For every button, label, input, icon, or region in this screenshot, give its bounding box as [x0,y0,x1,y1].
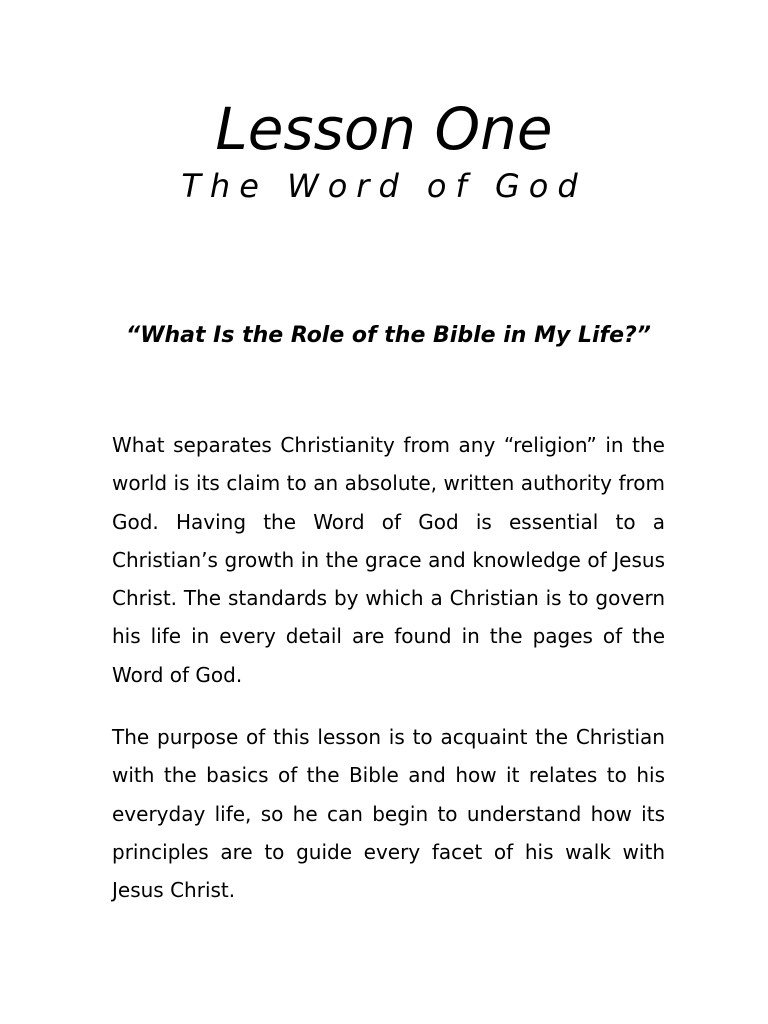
lesson-subtitle: The Word of God [181,167,587,205]
body-paragraph-1: What separates Christianity from any “religion” in the world is its claim to an absolute, written authority from God. Having the Word of God is essential to a Christian’s growth in the grace and knowledge of Jesus Christ. The standards by which a Christian is to govern his life in every detail are found in the pages of the Word of God. [112,433,665,687]
lesson-question-heading: “What Is the Role of the Bible in My Life?” [126,323,651,348]
lesson-title: Lesson One [215,95,553,163]
body-paragraph-2: The purpose of this lesson is to acquaint the Christian with the basics of the Bible and how it relates to his everyday life, so he can begin to understand how its principles are to guide every facet of his walk with Jesus Christ. [112,725,665,903]
